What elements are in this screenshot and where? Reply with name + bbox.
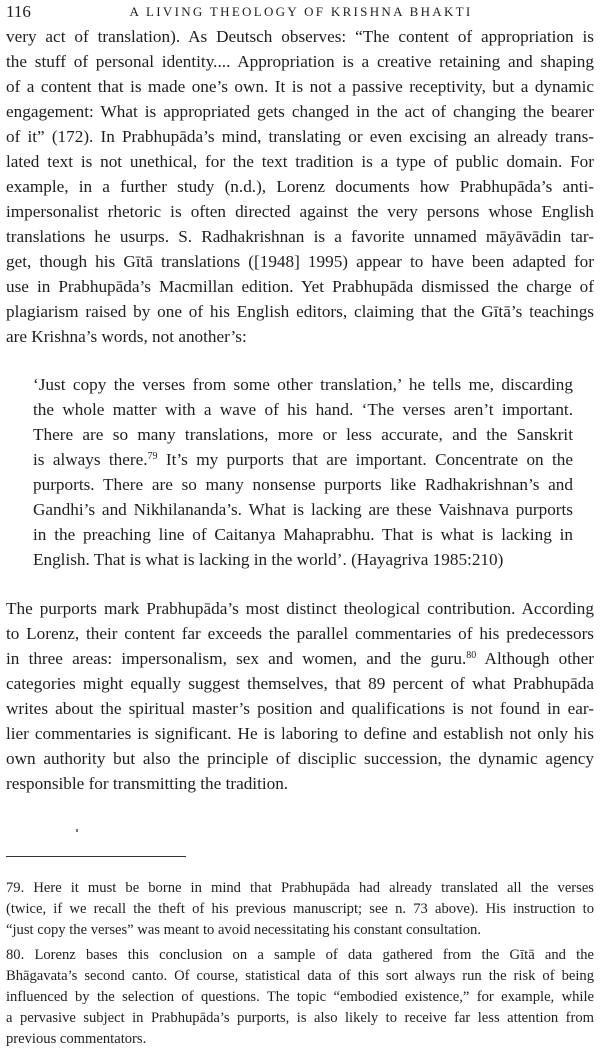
quote-text: is always there.	[33, 450, 148, 469]
page-number: 116	[6, 2, 31, 21]
body-line	[6, 649, 594, 669]
quote-line	[33, 450, 573, 470]
body-line: The purports mark Prabhupāda’s most distinct theological contribution. According	[6, 599, 594, 618]
quote-line: the whole matter with a wave of his hand. ‘The verses aren’t important.	[33, 400, 573, 419]
quote-line: purports. There are so many nonsense purports like Radhakrishnan’s and	[33, 475, 573, 494]
body-line: impersonalist rhetoric is often directed against the very persons whose English	[6, 202, 594, 221]
body-line: use in Prabhupāda’s Macmillan edition. Yet Prabhupāda dismissed the charge of	[6, 277, 594, 296]
body-text: in three areas: impersonalism, sex and women, and the guru.	[6, 649, 467, 668]
body-line: writes about the spiritual master’s position and qualifications is not found in ear-	[6, 699, 594, 718]
footnote-line: 79. Here it must be borne in mind that Prabhupāda had already translated all the verses	[6, 880, 594, 896]
body-line: example, in a further study (n.d.), Lorenz documents how Prabhupāda’s anti-	[6, 177, 594, 196]
footnote-line: a pervasive subject in Prabhupāda’s purports, is also likely to receive far less attention from	[6, 1010, 594, 1026]
body-line: of a content that is made one’s own. It is not a passive receptivity, but a dynamic	[6, 77, 594, 96]
body-line: categories might equally suggest themselves, that 89 percent of what Prabhupāda	[6, 674, 594, 693]
quote-line: Gandhi’s and Nikhilananda’s. What is lacking are these Vaishnava purports	[33, 500, 573, 519]
quote-line: ‘Just copy the verses from some other translation,’ he tells me, discarding	[33, 375, 573, 394]
body-line: plagiarism raised by one of his English editors, claiming that the Gītā’s teachings	[6, 302, 594, 321]
footnote-line: influenced by the selection of questions. The topic “embodied existence,” for example, while	[6, 989, 594, 1005]
body-line: responsible for transmitting the tradition.	[6, 774, 289, 793]
body-line: own authority but also the principle of disciplic succession, the dynamic agency	[6, 749, 594, 768]
body-line: to Lorenz, their content far exceeds the parallel commentaries of his predecessors	[6, 624, 594, 643]
body-line: are Krishna’s words, not another’s:	[6, 327, 247, 346]
footnote-line: (twice, if we recall the theft of his previous manuscript; see n. 73 above). His instruction to	[6, 901, 594, 917]
running-head-title: A LIVING THEOLOGY OF KRISHNA BHAKTI	[129, 4, 473, 19]
quote-text: It’s my purports that are important. Concentrate on the	[157, 450, 574, 469]
quote-line: There are so many translations, more or less accurate, and the Sanskrit	[33, 425, 573, 444]
body-line: of it” (172). In Prabhupāda’s mind, translating or even excising an already trans-	[6, 127, 594, 146]
footnote-ref-80[interactable]: 80	[466, 650, 477, 661]
footnote-line: previous commentators.	[6, 1031, 147, 1047]
body-line: engagement: What is appropriated gets changed in the act of changing the bearer	[6, 102, 594, 121]
quote-line: in the preaching line of Caitanya Mahaprabhu. That is what is lacking in	[33, 525, 573, 544]
body-line: lier commentaries is significant. He is laboring to define and establish not only his	[6, 724, 594, 743]
body-text: Although other	[476, 649, 594, 668]
body-line: lated text is not unethical, for the text tradition is a type of public domain. For	[6, 152, 594, 171]
footnote-line: “just copy the verses” was meant to avoid necessitating his constant consultation.	[6, 922, 481, 938]
body-line: the stuff of personal identity.... Appropriation is a creative retaining and shaping	[6, 52, 594, 71]
body-line: very act of translation). As Deutsch observes: “The content of appropriation is	[6, 27, 594, 46]
quote-line: English. That is what is lacking in the world’. (Hayagriva 1985:210)	[33, 550, 504, 569]
body-line: get, though his Gītā translations ([1948] 1995) appear to have been adapted for	[6, 252, 594, 271]
footnote-divider	[6, 856, 186, 857]
stray-mark	[76, 829, 78, 832]
body-line: translations he usurps. S. Radhakrishnan is a favorite unnamed māyāvādin tar-	[6, 227, 594, 246]
footnote-line: 80. Lorenz bases this conclusion on a sample of data gathered from the Gītā and the	[6, 947, 594, 963]
footnote-line: Bhāgavata’s second canto. Of course, statistical data of this sort always run the risk of being	[6, 968, 594, 984]
footnote-ref-79[interactable]: 79	[147, 451, 158, 462]
running-head	[6, 2, 596, 26]
